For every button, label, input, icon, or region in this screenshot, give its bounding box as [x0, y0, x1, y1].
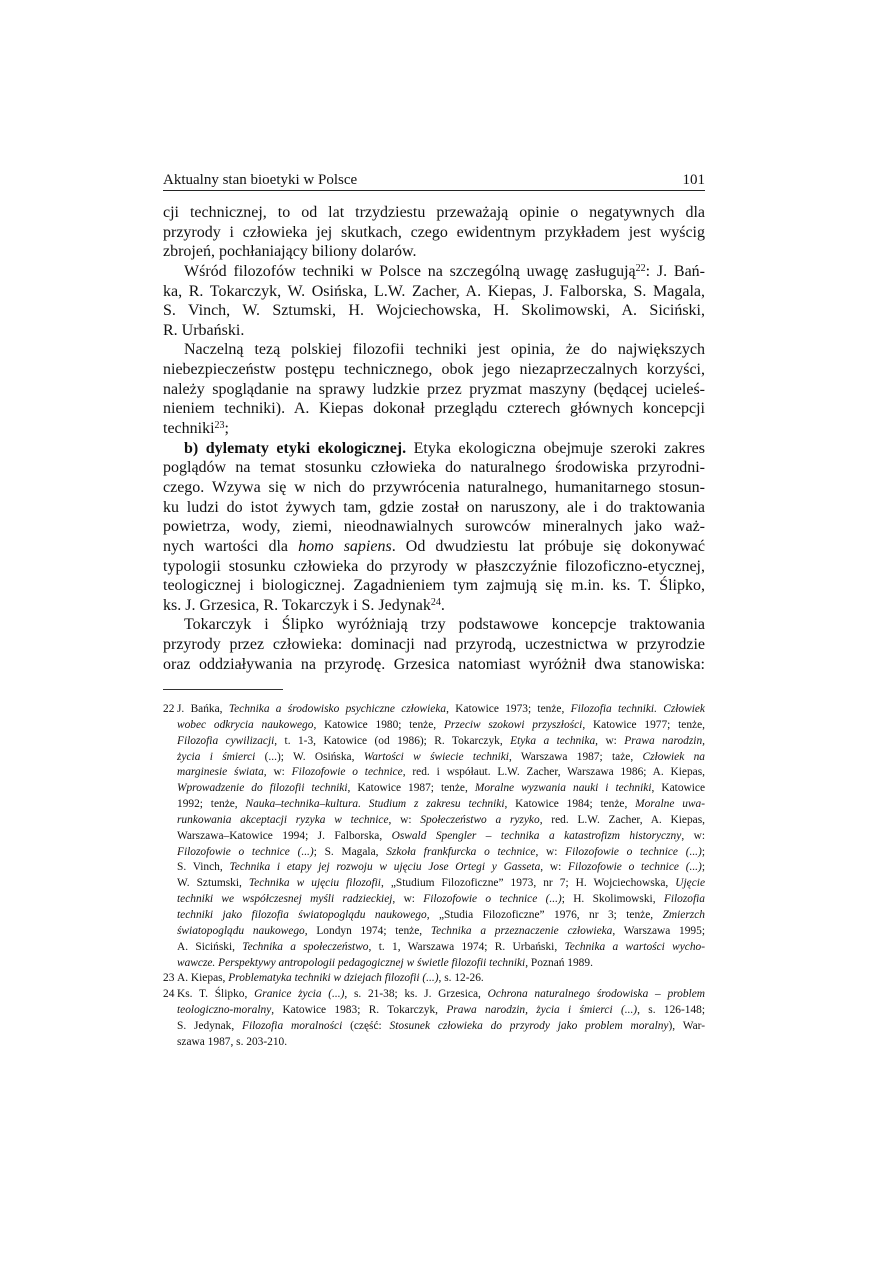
text-line [163, 262, 705, 282]
text-line [163, 282, 705, 302]
footnote-separator [163, 689, 283, 690]
text-line [163, 380, 705, 400]
text-run: , t. 1-3, Katowice (od 1986); R. Tokarczyk, [274, 734, 511, 747]
text-run: , red. L.W. Zacher, A. Kiepas, [539, 813, 706, 826]
text-run: Wśród filozofów techniki w Polsce na szczególną uwagę zasługują [184, 262, 636, 280]
text-run: J. Bańka, [177, 703, 229, 715]
italic-text: wobec odkrycia naukowego [177, 718, 314, 731]
footnote-line [177, 971, 705, 987]
text-run: , Katowice 1973; tenże, [446, 703, 571, 715]
italic-text: życia i śmierci [177, 750, 256, 763]
italic-text: Filozofia moralności [242, 1019, 343, 1032]
italic-text: Wartości w świecie techniki [363, 750, 509, 763]
footnote-line [177, 892, 705, 908]
italic-text: marginesie świata, [177, 766, 267, 779]
italic-text: Moralne uwa- [635, 798, 705, 811]
text-run: S. Vinch, W. Sztumski, H. Wojciechowska, H. Skolimowski, A. Siciński, [163, 302, 705, 320]
footnote-line [177, 702, 705, 718]
footnote-23 [163, 971, 705, 987]
italic-text: Wprowadzenie do filozofii techniki [177, 782, 348, 795]
text-run: 1992; tenże, [177, 798, 246, 811]
footnote-22 [163, 702, 705, 971]
footnote-reference: 23 [214, 420, 225, 432]
italic-text: Moralne wyzwania nauki i techniki [474, 782, 652, 795]
italic-text: Granice życia (...) [254, 988, 345, 1001]
text-line [163, 360, 705, 380]
italic-text: Filozofowie o technice (...) [423, 893, 562, 906]
footnote-line [177, 1019, 705, 1035]
italic-text: Społeczeństwo a ryzyko [420, 813, 540, 826]
text-line [163, 340, 705, 360]
footnote-line [177, 1035, 705, 1051]
italic-text: Ujęcie [675, 877, 706, 890]
footnote-line [177, 813, 705, 829]
footnote-line [177, 734, 705, 750]
italic-text: Filozofowie o technice (...) [177, 845, 314, 858]
italic-text: Technika a przeznaczenie człowieka [430, 924, 613, 937]
text-line [163, 615, 705, 635]
text-line [163, 478, 705, 498]
italic-text: światopoglądu naukowego [177, 924, 305, 937]
italic-text: techniki jako filozofia światopoglądu naukowego [177, 908, 427, 921]
text-run: Ks. T. Ślipko, [177, 988, 255, 1001]
text-run: A. Siciński, [177, 940, 243, 953]
text-line [163, 203, 705, 223]
footnote-line [177, 829, 705, 845]
text-run: , Katowice 1984; tenże, [504, 798, 636, 811]
text-run: ; [224, 420, 229, 438]
text-line [163, 399, 705, 419]
running-header [163, 171, 705, 191]
running-header-title: Aktualny stan bioetyki w Polsce [163, 172, 358, 188]
italic-text: Przeciw szokowi przyszłości [443, 718, 583, 731]
text-run: Naczelną tezą polskiej filozofii techniki jest opinia, że do największych [184, 341, 705, 359]
text-run: oraz oddziaływania na przyrodę. Grzesica natomiast wyróżnił dwa stanowiska: [163, 655, 705, 673]
text-run: Etyka ekologiczna obejmuje szeroki zakres [406, 439, 705, 457]
text-run: teologicznej i biologicznej. Zagadnieniem tym zajmują się m.in. ks. T. Ślipko, [163, 577, 705, 595]
italic-text: Problematyka techniki w dziejach filozofii (...) [228, 972, 439, 985]
text-run: czego. Wzywa się w nich do przywrócenia naturalnego, humanitarnego stosun- [163, 478, 705, 496]
footnote-line [177, 876, 705, 892]
text-run: typologii stosunku człowieka do przyrody w płaszczyźnie filozoficzno-etycznej, [163, 557, 705, 575]
text-run: , red. i współaut. L.W. Zacher, Warszawa 1986; A. Kiepas, [402, 766, 705, 779]
footnote-line [177, 924, 705, 940]
text-run: nych wartości dla [163, 537, 299, 555]
text-run: , Londyn 1974; tenże, [304, 924, 431, 937]
text-line [163, 655, 705, 675]
text-line [163, 458, 705, 478]
italic-text: Stosunek człowieka do przyrody jako problem moralny [389, 1019, 669, 1032]
footnote-reference: 24 [430, 596, 441, 608]
text-run: ; H. Skolimowski, [561, 893, 664, 906]
footnote-line [177, 718, 705, 734]
text-run: zbrojeń, pochłaniający biliony dolarów. [163, 243, 417, 261]
text-run: (część: [342, 1019, 390, 1032]
footnote-number: 22 [163, 703, 175, 715]
text-run: , Poznań 1989. [525, 956, 593, 969]
italic-text: Technika i etapy jej rozwoju w ujęciu Jose Ortegi y Gasseta [229, 861, 541, 874]
footnote-line [177, 940, 705, 956]
text-run: S. Jedynak, [177, 1019, 243, 1032]
text-run: , w: [535, 845, 566, 858]
italic-text: Technika w ujęciu filozofii [248, 877, 381, 890]
text-run: ; [701, 861, 705, 874]
text-line [163, 596, 705, 616]
text-run: szawa 1987, s. 203-210. [177, 1035, 288, 1048]
text-run: , s. 21-38; ks. J. Grzesica, [344, 988, 488, 1001]
italic-text: Filozofowie o technice (...) [565, 845, 702, 858]
footnote-24 [163, 987, 705, 1050]
text-run: W. Sztumski, [177, 877, 249, 890]
text-run: ; [701, 845, 705, 858]
italic-text: Nauka–technika–kultura. Studium z zakresu techniki [245, 798, 505, 811]
text-run: , Katowice 1980; tenże, [313, 718, 444, 731]
text-run: , Katowice 1983; R. Tokarczyk, [271, 1004, 447, 1017]
italic-text: Technika a społeczeństwo [242, 940, 369, 953]
italic-text: Filozofia techniki. Człowiek [570, 703, 705, 715]
page-number: 101 [682, 172, 705, 188]
footnote-reference: 22 [635, 262, 646, 274]
text-run: , s. 12-26. [438, 972, 484, 985]
text-run: , Warszawa 1987; taże, [508, 750, 643, 763]
text-run: , „Studia Filozoficzne” 1976, nr 3; tenże, [426, 908, 663, 921]
text-run: ku ludzi do istot żywych tam, gdzie został on naruszony, ale i do traktowania [163, 498, 705, 516]
text-line [163, 576, 705, 596]
text-run: . Od dwudziestu lat próbuje się dokonywać [391, 537, 705, 555]
italic-text: Prawa narodzin, życia i śmierci (...) [446, 1004, 638, 1017]
italic-text: homo sapiens [298, 537, 392, 555]
body-text [163, 203, 705, 674]
text-run: , „Studium Filozoficzne” 1973, nr 7; H. Wojciechowska, [380, 877, 676, 890]
text-line [163, 557, 705, 577]
text-run: R. Urbański. [163, 321, 245, 339]
footnote-line [177, 765, 705, 781]
italic-text: teologiczno-moralny [177, 1004, 272, 1017]
italic-text: Zmierzch [662, 908, 705, 921]
text-run: : J. Bań- [645, 262, 706, 280]
text-line [163, 242, 705, 262]
italic-text: Prawa narodzin, [624, 734, 705, 747]
text-run: , w: [681, 829, 705, 842]
italic-text: wawcze. Perspektywy antropologii pedagogicznej w świetle filozofii techniki [177, 956, 526, 969]
text-run: , Katowice 1987; tenże, [347, 782, 475, 795]
text-run: ka, R. Tokarczyk, W. Osińska, L.W. Zacher, A. Kiepas, J. Falborska, S. Magala, [163, 282, 705, 300]
text-run: S. Vinch, [177, 861, 230, 874]
italic-text: Szkoła frankfurcka o technice [386, 845, 536, 858]
text-line [163, 537, 705, 557]
footnote-line [177, 860, 705, 876]
text-line [163, 635, 705, 655]
text-run: przyrody przez człowieka: dominacji nad przyrodą, uczestnictwa w przyrodzie [163, 636, 705, 654]
text-run: , t. 1, Warszawa 1974; R. Urbański, [368, 940, 565, 953]
italic-text: Filozofia [663, 893, 705, 906]
italic-text: Technika a wartości wycho- [564, 940, 706, 953]
italic-text: Oswald Spengler – technika a katastrofizm historyczny [391, 829, 682, 842]
text-run: , w: [392, 893, 424, 906]
footnote-number: 24 [163, 988, 175, 1001]
footnote-line [177, 908, 705, 924]
italic-text: Ochrona naturalnego środowiska – problem [487, 988, 705, 1001]
text-run: w: [266, 766, 292, 779]
footnote-number: 23 [163, 972, 175, 985]
text-run: powietrza, wody, ziemi, nieodnawialnych surowców mineralnych jako waż- [163, 518, 705, 536]
text-run: , Warszawa 1995; [612, 924, 705, 937]
italic-text: Filozofowie o technice [291, 766, 403, 779]
italic-text: Filozofowie o technice (...) [568, 861, 702, 874]
italic-text: Filozofia cywilizacji [177, 734, 275, 747]
text-run: ; S. Magala, [313, 845, 387, 858]
text-run: niebezpieczeństw postępu technicznego, obok jego niezaprzeczalnych korzyści, [163, 361, 705, 379]
text-run: , s. 126-148; [637, 1004, 706, 1017]
footnote-line [177, 1003, 705, 1019]
text-line [163, 321, 705, 341]
text-run: przyrody i człowieka jej skutkach, czego ewidentnym przykładem jest wyścig [163, 223, 705, 241]
text-run: , Katowice [651, 782, 706, 795]
text-line [163, 498, 705, 518]
text-line [163, 439, 705, 459]
text-run: , w: [540, 861, 569, 874]
text-line [163, 223, 705, 243]
text-run: techniki [163, 420, 215, 438]
text-run: (...); W. Osińska, [255, 750, 364, 763]
footnote-line [177, 797, 705, 813]
footnote-line [177, 845, 705, 861]
text-run: A. Kiepas, [177, 972, 229, 985]
text-run: cji technicznej, to od lat trzydziestu przeważają opinie o negatywnych dla [163, 204, 705, 221]
italic-text: Etyka a technika [510, 734, 596, 747]
text-run: , w: [595, 734, 625, 747]
text-run: ), War- [668, 1019, 705, 1032]
footnote-line [177, 750, 705, 766]
text-run: nieniem techniki). A. Kiepas dokonał przeglądu czterech głównych koncepcji [163, 400, 705, 418]
footnote-line [177, 781, 705, 797]
text-line [163, 301, 705, 321]
bold-text: b) dylematy etyki ekologicznej. [184, 439, 407, 457]
text-run: Tokarczyk i Ślipko wyróżniają trzy podstawowe koncepcje traktowania [184, 616, 705, 634]
footnotes [163, 702, 705, 1051]
text-line [163, 517, 705, 537]
footnote-line [177, 987, 705, 1003]
text-run: , w: [388, 813, 421, 826]
text-run: należy spoglądanie na sprawy ludzkie przez pryzmat maszyny (będącej ucieleś- [163, 380, 705, 398]
italic-text: Człowiek na [642, 750, 705, 763]
text-run: ks. J. Grzesica, R. Tokarczyk i S. Jedynak [163, 596, 431, 614]
text-run: , Katowice 1977; tenże, [582, 718, 706, 731]
italic-text: techniki we współczesnej myśli radzieckiej [177, 893, 393, 906]
footnote-line [177, 956, 705, 972]
text-run: poglądów na temat stosunku człowieka do naturalnego środowiska przyrodni- [163, 459, 705, 477]
italic-text: Technika a środowisko psychiczne człowieka [228, 703, 447, 715]
text-line [163, 419, 705, 439]
italic-text: runkowania akceptacji ryzyka w technice [177, 813, 389, 826]
text-run: Warszawa–Katowice 1994; J. Falborska, [177, 829, 392, 842]
text-run: . [440, 596, 445, 614]
